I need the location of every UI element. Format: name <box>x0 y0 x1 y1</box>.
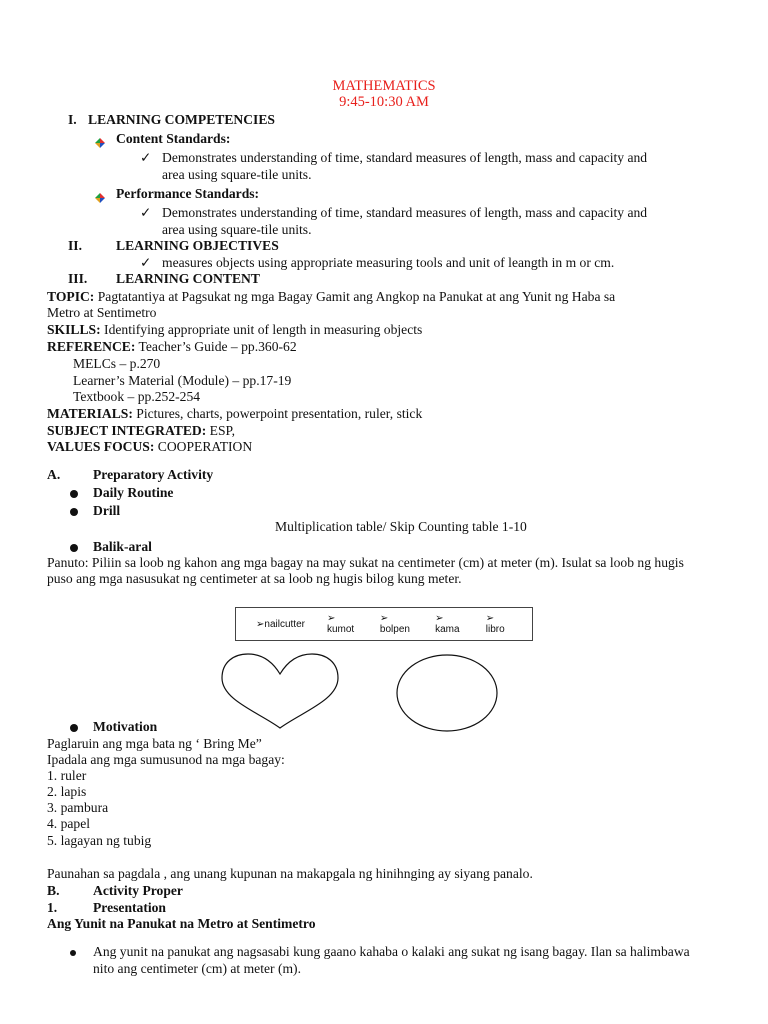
content-standard-text-2: area using square-tile units. <box>162 167 312 182</box>
motivation-end: Paunahan sa pagdala , ang unang kupunan na makapgala ng hinihnging ay siyang panalo. <box>47 866 533 881</box>
drill-note: Multiplication table/ Skip Counting table 1-10 <box>275 519 527 534</box>
reference-line <box>47 338 297 355</box>
motivation-line-2: Ipadala ang mga sumusunod na mga bagay: <box>47 752 285 767</box>
motivation-label: Motivation <box>93 719 158 734</box>
checkmark-icon: ✓ <box>140 205 152 220</box>
objective-item: measures objects using appropriate measuring tools and unit of leangth in m or cm. <box>162 255 615 270</box>
section-a-number: A. <box>47 467 61 482</box>
arrowhead-icon: ➢ <box>326 613 336 624</box>
section-1-number: I. <box>68 112 77 127</box>
section-b-title: Activity Proper <box>93 883 183 898</box>
bullet-icon <box>70 718 78 735</box>
section-3-title: LEARNING CONTENT <box>116 271 260 286</box>
panuto-line-1: Panuto: Piliin sa loob ng kahon ang mga bagay na may sukat na centimeter (cm) at meter (m). Isulat sa loob ng hugis <box>47 555 684 570</box>
reference-textbook: Textbook – pp.252-254 <box>73 389 201 404</box>
word-choice-item: ➢nailcutter <box>256 618 305 630</box>
skills-label: SKILLS: <box>47 322 101 337</box>
presentation-text-1: Ang yunit na panukat ang nagsasabi kung gaano kahaba o kalaki ang sukat ng isang bagay. Ilan sa halimbawa <box>93 944 690 959</box>
arrowhead-icon: ➢ <box>485 613 495 624</box>
arrowhead-icon: ➢ <box>256 618 265 630</box>
circle-shape <box>395 653 499 733</box>
list-item: 4. papel <box>47 816 91 831</box>
reference-lm: Learner’s Material (Module) – pp.17-19 <box>73 373 292 388</box>
list-item: 2. lapis <box>47 784 87 799</box>
reference-melcs: MELCs – p.270 <box>73 356 161 371</box>
bullet-icon <box>70 502 78 519</box>
drill-label: Drill <box>93 503 121 518</box>
content-standards-row <box>95 130 105 147</box>
panuto-line-2: puso ang mga nasusukat ng centimeter at sa loob ng hugis bilog kung meter. <box>47 571 462 586</box>
bullet-icon <box>70 943 76 960</box>
skills-line <box>47 321 422 338</box>
topic-label: TOPIC: <box>47 289 95 304</box>
materials-label: MATERIALS: <box>47 406 133 421</box>
topic-text: Pagtatantiya at Pagsukat ng mga Bagay Gamit ang Angkop na Panukat at ang Yunit ng Haba sa <box>94 289 616 304</box>
motivation-line-1: Paglaruin ang mga bata ng ‘ Bring Me” <box>47 736 262 751</box>
performance-standard-text-1: Demonstrates understanding of time, standard measures of length, mass and capacity and <box>162 205 648 220</box>
presentation-label: Presentation <box>93 900 166 915</box>
materials-text: Pictures, charts, powerpoint presentation, ruler, stick <box>132 406 423 421</box>
checkmark-icon: ✓ <box>140 150 152 165</box>
word-choice-item: ➢ kumot <box>326 613 355 635</box>
list-item: 1. ruler <box>47 768 87 783</box>
skills-text: Identifying appropriate unit of length in measuring objects <box>100 322 423 337</box>
arrowhead-icon: ➢ <box>379 613 389 624</box>
word-choice-item: ➢ libro <box>485 613 505 635</box>
subject-integrated-line <box>47 422 235 439</box>
word-choice-item: ➢ bolpen <box>379 613 410 635</box>
bullet-icon <box>70 538 78 555</box>
section-1-title: LEARNING COMPETENCIES <box>88 112 275 127</box>
word-choice-item: ➢ kama <box>435 613 460 635</box>
arrowhead-icon: ➢ <box>435 613 444 624</box>
subject-integrated-label: SUBJECT INTEGRATED: <box>47 423 207 438</box>
subject-integrated-text: ESP, <box>206 423 235 438</box>
content-standard-text-1: Demonstrates understanding of time, standard measures of length, mass and capacity and <box>162 150 648 165</box>
presentation-heading: Ang Yunit na Panukat na Metro at Sentimetro <box>47 916 316 931</box>
performance-standards-row <box>95 185 105 202</box>
daily-routine-label: Daily Routine <box>93 485 174 500</box>
presentation-text-2: nito ang centimeter (cm) at meter (m). <box>93 961 301 976</box>
materials-line <box>47 405 422 422</box>
balik-aral-label: Balik-aral <box>93 539 152 554</box>
section-a-title: Preparatory Activity <box>93 467 214 482</box>
section-b-number: B. <box>47 883 60 898</box>
checkmark-icon: ✓ <box>140 255 152 270</box>
reference-text: Teacher’s Guide – pp.360-62 <box>135 339 297 354</box>
list-item: 3. pambura <box>47 800 109 815</box>
time-slot: 9:45-10:30 AM <box>339 94 429 110</box>
four-color-diamond-icon <box>95 135 105 145</box>
list-item: 5. lagayan ng tubig <box>47 833 152 848</box>
word-choice-box <box>235 607 533 641</box>
reference-label: REFERENCE: <box>47 339 136 354</box>
section-2-number: II. <box>68 238 82 253</box>
presentation-number: 1. <box>47 900 58 915</box>
document-title: MATHEMATICS <box>332 78 436 94</box>
section-2-title: LEARNING OBJECTIVES <box>116 238 279 253</box>
four-color-diamond-icon <box>95 190 105 200</box>
section-3-number: III. <box>68 271 88 286</box>
values-focus-text: COOPERATION <box>154 439 253 454</box>
heart-shape <box>218 650 342 732</box>
topic-line-2: Metro at Sentimetro <box>47 305 157 320</box>
performance-standards-label: Performance Standards: <box>116 186 260 201</box>
content-standards-label: Content Standards: <box>116 131 231 146</box>
performance-standard-text-2: area using square-tile units. <box>162 222 312 237</box>
values-focus-line <box>47 438 252 455</box>
topic-line-1 <box>47 288 615 305</box>
values-focus-label: VALUES FOCUS: <box>47 439 155 454</box>
bullet-icon <box>70 484 78 501</box>
